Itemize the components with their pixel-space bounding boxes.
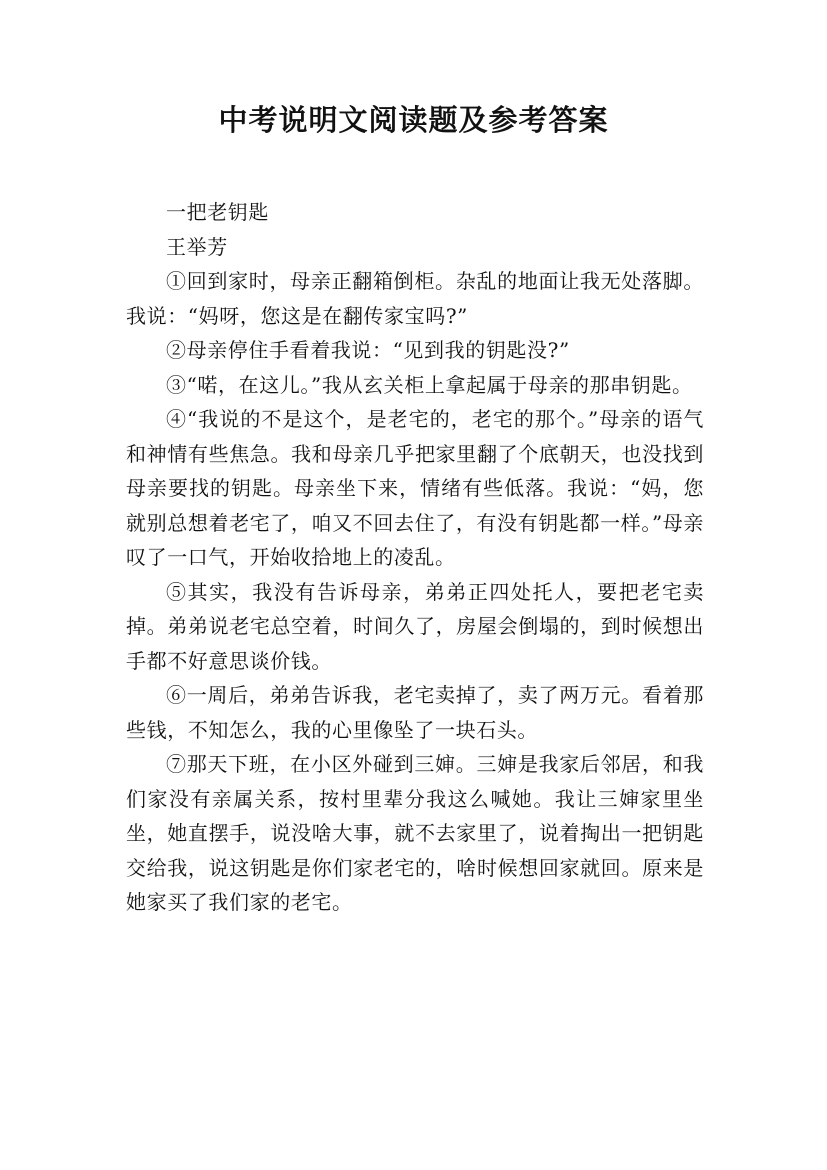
article-body bbox=[126, 195, 704, 920]
paragraph: ⑥一周后，弟弟告诉我，老宅卖掉了，卖了两万元。看着那些钱，不知怎么，我的心里像坠了一块石头。 bbox=[126, 683, 704, 742]
paragraph: ⑦那天下班，在小区外碰到三婶。三婶是我家后邻居，和我们家没有亲属关系，按村里辈分我这么喊她。我让三婶家里坐坐，她直摆手，说没啥大事，就不去家里了，说着掏出一把钥匙交给我，说这钥匙是你们家老宅的，啥时候想回家就回。原来是她家买了我们家的老宅。 bbox=[126, 752, 704, 914]
paragraph: ③“喏，在这儿。”我从玄关柜上拿起属于母亲的那串钥匙。 bbox=[166, 372, 693, 397]
document-title: 中考说明文阅读题及参考答案 bbox=[218, 103, 609, 137]
author-name: 王举芳 bbox=[166, 234, 228, 259]
paragraph: ②母亲停住手看着我说：“见到我的钥匙没?” bbox=[166, 338, 570, 362]
paragraph: ⑤其实，我没有告诉母亲，弟弟正四处托人，要把老宅卖掉。弟弟说老宅总空着，时间久了，房屋会倒塌的，到时候想出手都不好意思谈价钱。 bbox=[126, 579, 704, 673]
story-title: 一把老钥匙 bbox=[166, 200, 269, 224]
paragraph: ①回到家时，母亲正翻箱倒柜。杂乱的地面让我无处落脚。我说：“妈呀，您这是在翻传家宝吗?” bbox=[126, 269, 704, 328]
paragraph: ④“我说的不是这个，是老宅的，老宅的那个。”母亲的语气和神情有些焦急。我和母亲几乎把家里翻了个底朝天，也没找到母亲要找的钥匙。母亲坐下来，情绪有些低落。我说：“妈，您就别总想着老宅了，咱又不回去住了，有没有钥匙都一样。”母亲叹了一口气，开始收拾地上的凌乱。 bbox=[126, 407, 704, 569]
